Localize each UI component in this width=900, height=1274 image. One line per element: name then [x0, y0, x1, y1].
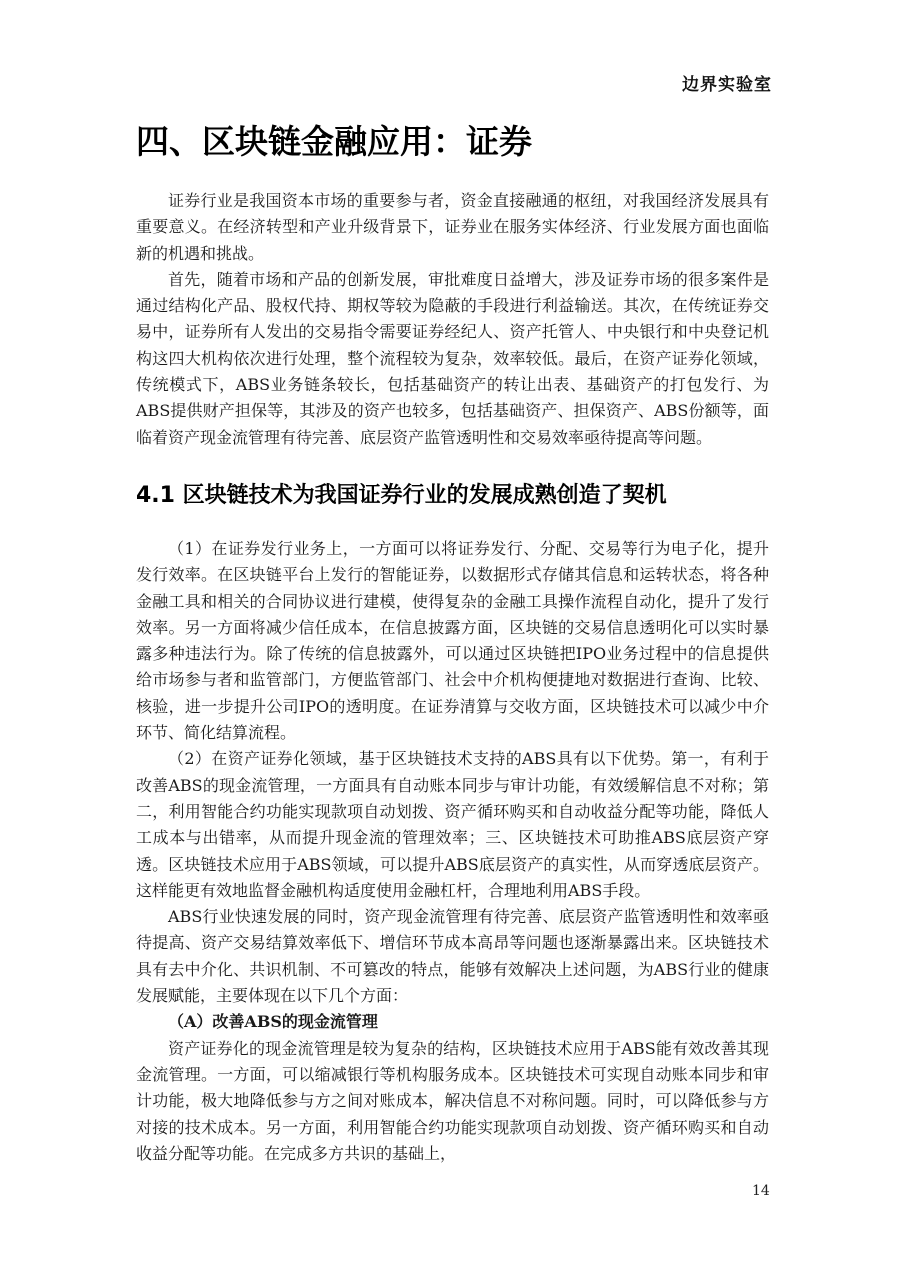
body-paragraph: （1）在证券发行业务上，一方面可以将证券发行、分配、交易等行为电子化，提升发行效率。在区块链平台上发行的智能证券，以数据形式存储其信息和运转状态，将各种金融工具和相关的合同协议进行建模，使得复杂的金融工具操作流程自动化，提升了发行效率。另一方面将减少信任成本，在信息披露方面，区块链的交易信息透明化可以实时暴露多种违法行为。除了传统的信息披露外，可以通过区块链把IPO业务过程中的信息提供给市场参与者和监管部门，方便监管部门、社会中介机构便捷地对数据进行查询、比较、核验，进一步提升公司IPO的透明度。在证券清算与交收方面，区块链技术可以减少中介环节、简化结算流程。 — [136, 539, 769, 743]
intro-paragraph: 首先，随着市场和产品的创新发展，审批难度日益增大，涉及证券市场的很多案件是通过结构化产品、股权代持、期权等较为隐蔽的手段进行利益输送。其次，在传统证券交易中，证券所有人发出的交易指令需要证券经纪人、资产托管人、中央银行和中央登记机构这四大机构依次进行处理，整个流程较为复杂，效率较低。最后，在资产证券化领域，传统模式下，ABS业务链条较长，包括基础资产的转让出表、基础资产的打包发行、为ABS提供财产担保等，其涉及的资产也较多，包括基础资产、担保资产、ABS份额等，面临着资产现金流管理有待完善、底层资产监管透明性和交易效率亟待提高等问题。 — [136, 269, 769, 447]
intro-paragraph: 证券行业是我国资本市场的重要参与者，资金直接融通的枢纽，对我国经济发展具有重要意义。在经济转型和产业升级背景下，证券业在服务实体经济、行业发展方面也面临新的机遇和挑战。 — [136, 191, 769, 263]
section-title: 4.1 区块链技术为我国证券行业的发展成熟创造了契机 — [136, 483, 667, 508]
body-paragraph: ABS行业快速发展的同时，资产现金流管理有待完善、底层资产监管透明性和效率亟待提高、资产交易结算效率低下、增信环节成本高昂等问题也逐渐暴露出来。区块链技术具有去中介化、共识机制、不可篡改的特点，能够有效解决上述问题，为ABS行业的健康发展赋能，主要体现在以下几个方面： — [136, 907, 769, 1006]
brand-logo: 边界实验室 — [682, 75, 772, 95]
body-paragraph: 资产证券化的现金流管理是较为复杂的结构，区块链技术应用于ABS能有效改善其现金流管理。一方面，可以缩减银行等机构服务成本。区块链技术可实现自动账本同步和审计功能，极大地降低参与方之间对账成本，解决信息不对称问题。同时，可以降低参与方对接的技术成本。另一方面，利用智能合约功能实现款项自动划拨、资产循环购买和自动收益分配等功能。在完成多方共识的基础上， — [136, 1038, 769, 1163]
body-paragraph: （2）在资产证券化领域，基于区块链技术支持的ABS具有以下优势。第一，有利于改善ABS的现金流管理，一方面具有自动账本同步与审计功能，有效缓解信息不对称；第二，利用智能合约功能实现款项自动划拨、资产循环购买和自动收益分配等功能，降低人工成本与出错率，从而提升现金流的管理效率；三、区块链技术可助推ABS底层资产穿透。区块链技术应用于ABS领域，可以提升ABS底层资产的真实性，从而穿透底层资产。这样能更有效地监督金融机构适度使用金融杠杆，合理地利用ABS手段。 — [136, 749, 769, 900]
section-body — [136, 536, 769, 1167]
page-number: 14 — [752, 1183, 770, 1199]
page-title: 四、区块链金融应用：证券 — [136, 122, 532, 161]
subheading: （A）改善ABS的现金流管理 — [168, 1012, 378, 1032]
intro-section — [136, 188, 769, 451]
